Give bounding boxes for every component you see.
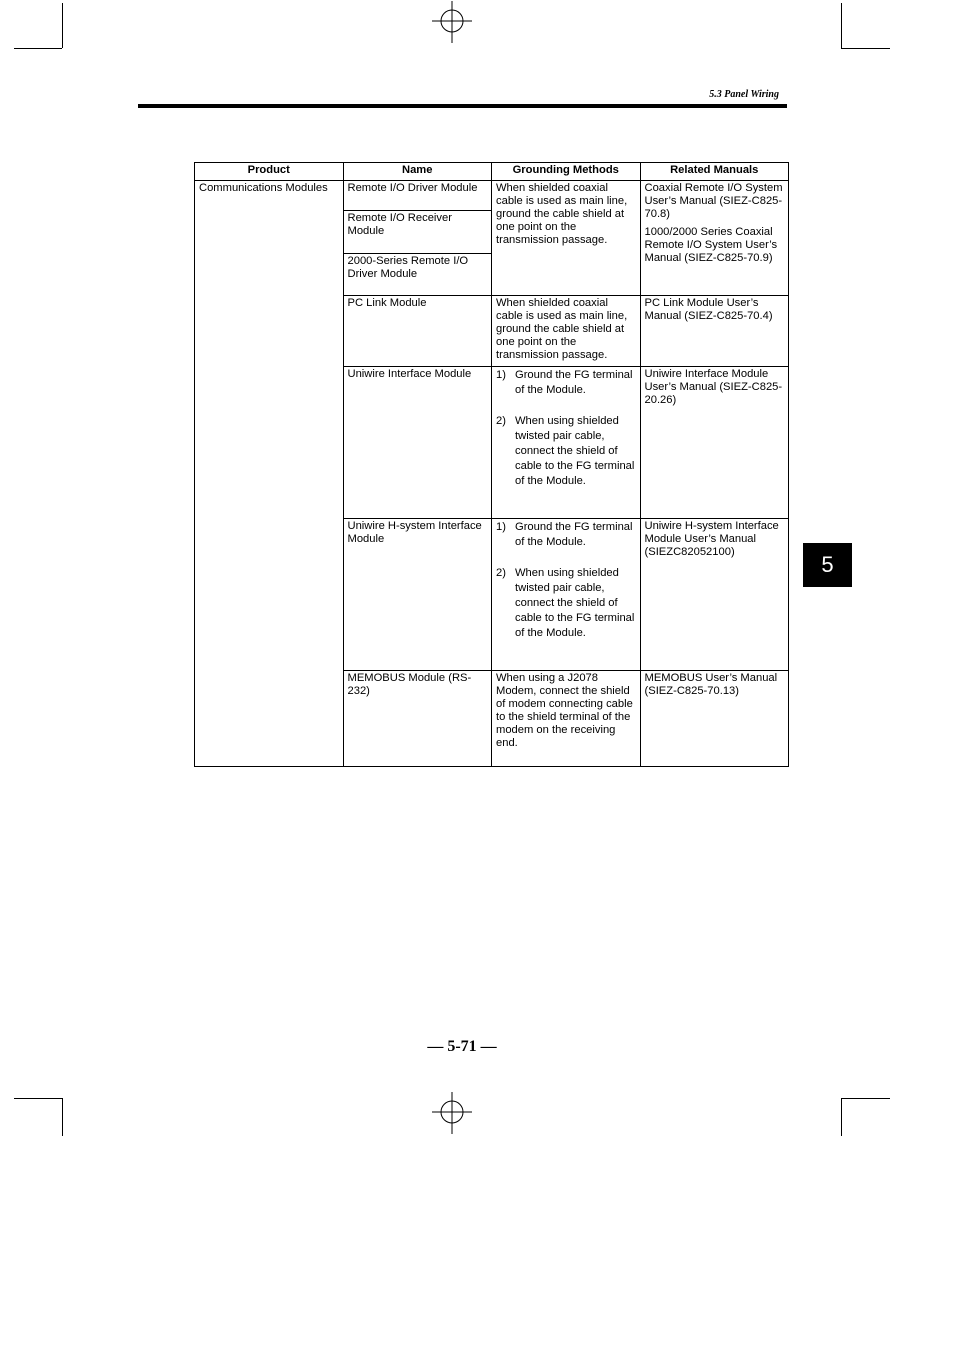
registration-mark-icon (432, 1092, 472, 1134)
name-cell: Uniwire H-system Interface Module (343, 519, 492, 671)
grounding-steps (496, 368, 637, 489)
crop-mark (841, 48, 890, 49)
column-header-manuals: Related Manuals (640, 163, 789, 181)
manual-reference: 1000/2000 Series Coaxial Remote I/O System User’s Manual (SIEZ-C825-70.9) (644, 226, 778, 264)
crop-mark (841, 1098, 890, 1099)
crop-mark (841, 1098, 842, 1136)
crop-mark (14, 48, 62, 49)
list-item (496, 520, 637, 550)
table-header-row (195, 163, 789, 181)
step-text: Ground the FG terminal of the Module. (515, 521, 633, 548)
grounding-cell (492, 367, 641, 519)
table-row (195, 181, 789, 211)
step-number: 2) (496, 415, 506, 427)
step-text: When using shielded twisted pair cable, connect the shield of cable to the FG terminal of the Module. (515, 567, 635, 639)
manuals-cell (640, 181, 789, 296)
list-item (496, 566, 637, 641)
step-text: Ground the FG terminal of the Module. (515, 369, 633, 396)
name-cell: Remote I/O Driver Module (343, 181, 492, 211)
section-header: 5.3 Panel Wiring (709, 89, 779, 100)
chapter-tab: 5 (803, 543, 852, 587)
column-header-product: Product (195, 163, 344, 181)
grounding-cell: When shielded coaxial cable is used as main line, ground the cable shield at one point on the transmission passage. (492, 181, 641, 296)
crop-mark (62, 3, 63, 48)
step-number: 1) (496, 521, 506, 533)
name-cell: Uniwire Interface Module (343, 367, 492, 519)
manuals-cell: MEMOBUS User’s Manual (SIEZ-C825-70.13) (640, 671, 789, 767)
crop-mark (841, 3, 842, 48)
step-text: When using shielded twisted pair cable, connect the shield of cable to the FG terminal of the Module. (515, 415, 635, 487)
manuals-cell: Uniwire Interface Module User’s Manual (SIEZ-C825-20.26) (640, 367, 789, 519)
grounding-cell (492, 519, 641, 671)
crop-mark (62, 1098, 63, 1136)
grounding-cell: When using a J2078 Modem, connect the shield of modem connecting cable to the shield terminal of the modem on the receiving end. (492, 671, 641, 767)
name-cell: 2000-Series Remote I/O Driver Module (343, 254, 492, 296)
name-cell: PC Link Module (343, 296, 492, 367)
column-header-grounding: Grounding Methods (492, 163, 641, 181)
product-cell: Communications Modules (195, 181, 344, 767)
name-cell: MEMOBUS Module (RS-232) (343, 671, 492, 767)
crop-mark (14, 1098, 62, 1099)
manual-reference: Coaxial Remote I/O System User’s Manual (SIEZ-C825-70.8) (644, 182, 783, 220)
grounding-cell: When shielded coaxial cable is used as main line, ground the cable shield at one point on the transmission passage. (492, 296, 641, 367)
header-rule (138, 104, 787, 108)
grounding-steps (496, 520, 637, 641)
page-number: — 5-71 — (427, 1038, 497, 1055)
list-item (496, 414, 637, 489)
grounding-table (194, 162, 789, 767)
manuals-cell: PC Link Module User’s Manual (SIEZ-C825-70.4) (640, 296, 789, 367)
name-cell: Remote I/O Receiver Module (343, 211, 492, 254)
step-number: 1) (496, 369, 506, 381)
manuals-cell: Uniwire H-system Interface Module User’s Manual (SIEZC82052100) (640, 519, 789, 671)
registration-mark-icon (432, 1, 472, 43)
column-header-name: Name (343, 163, 492, 181)
list-item (496, 368, 637, 398)
step-number: 2) (496, 567, 506, 579)
